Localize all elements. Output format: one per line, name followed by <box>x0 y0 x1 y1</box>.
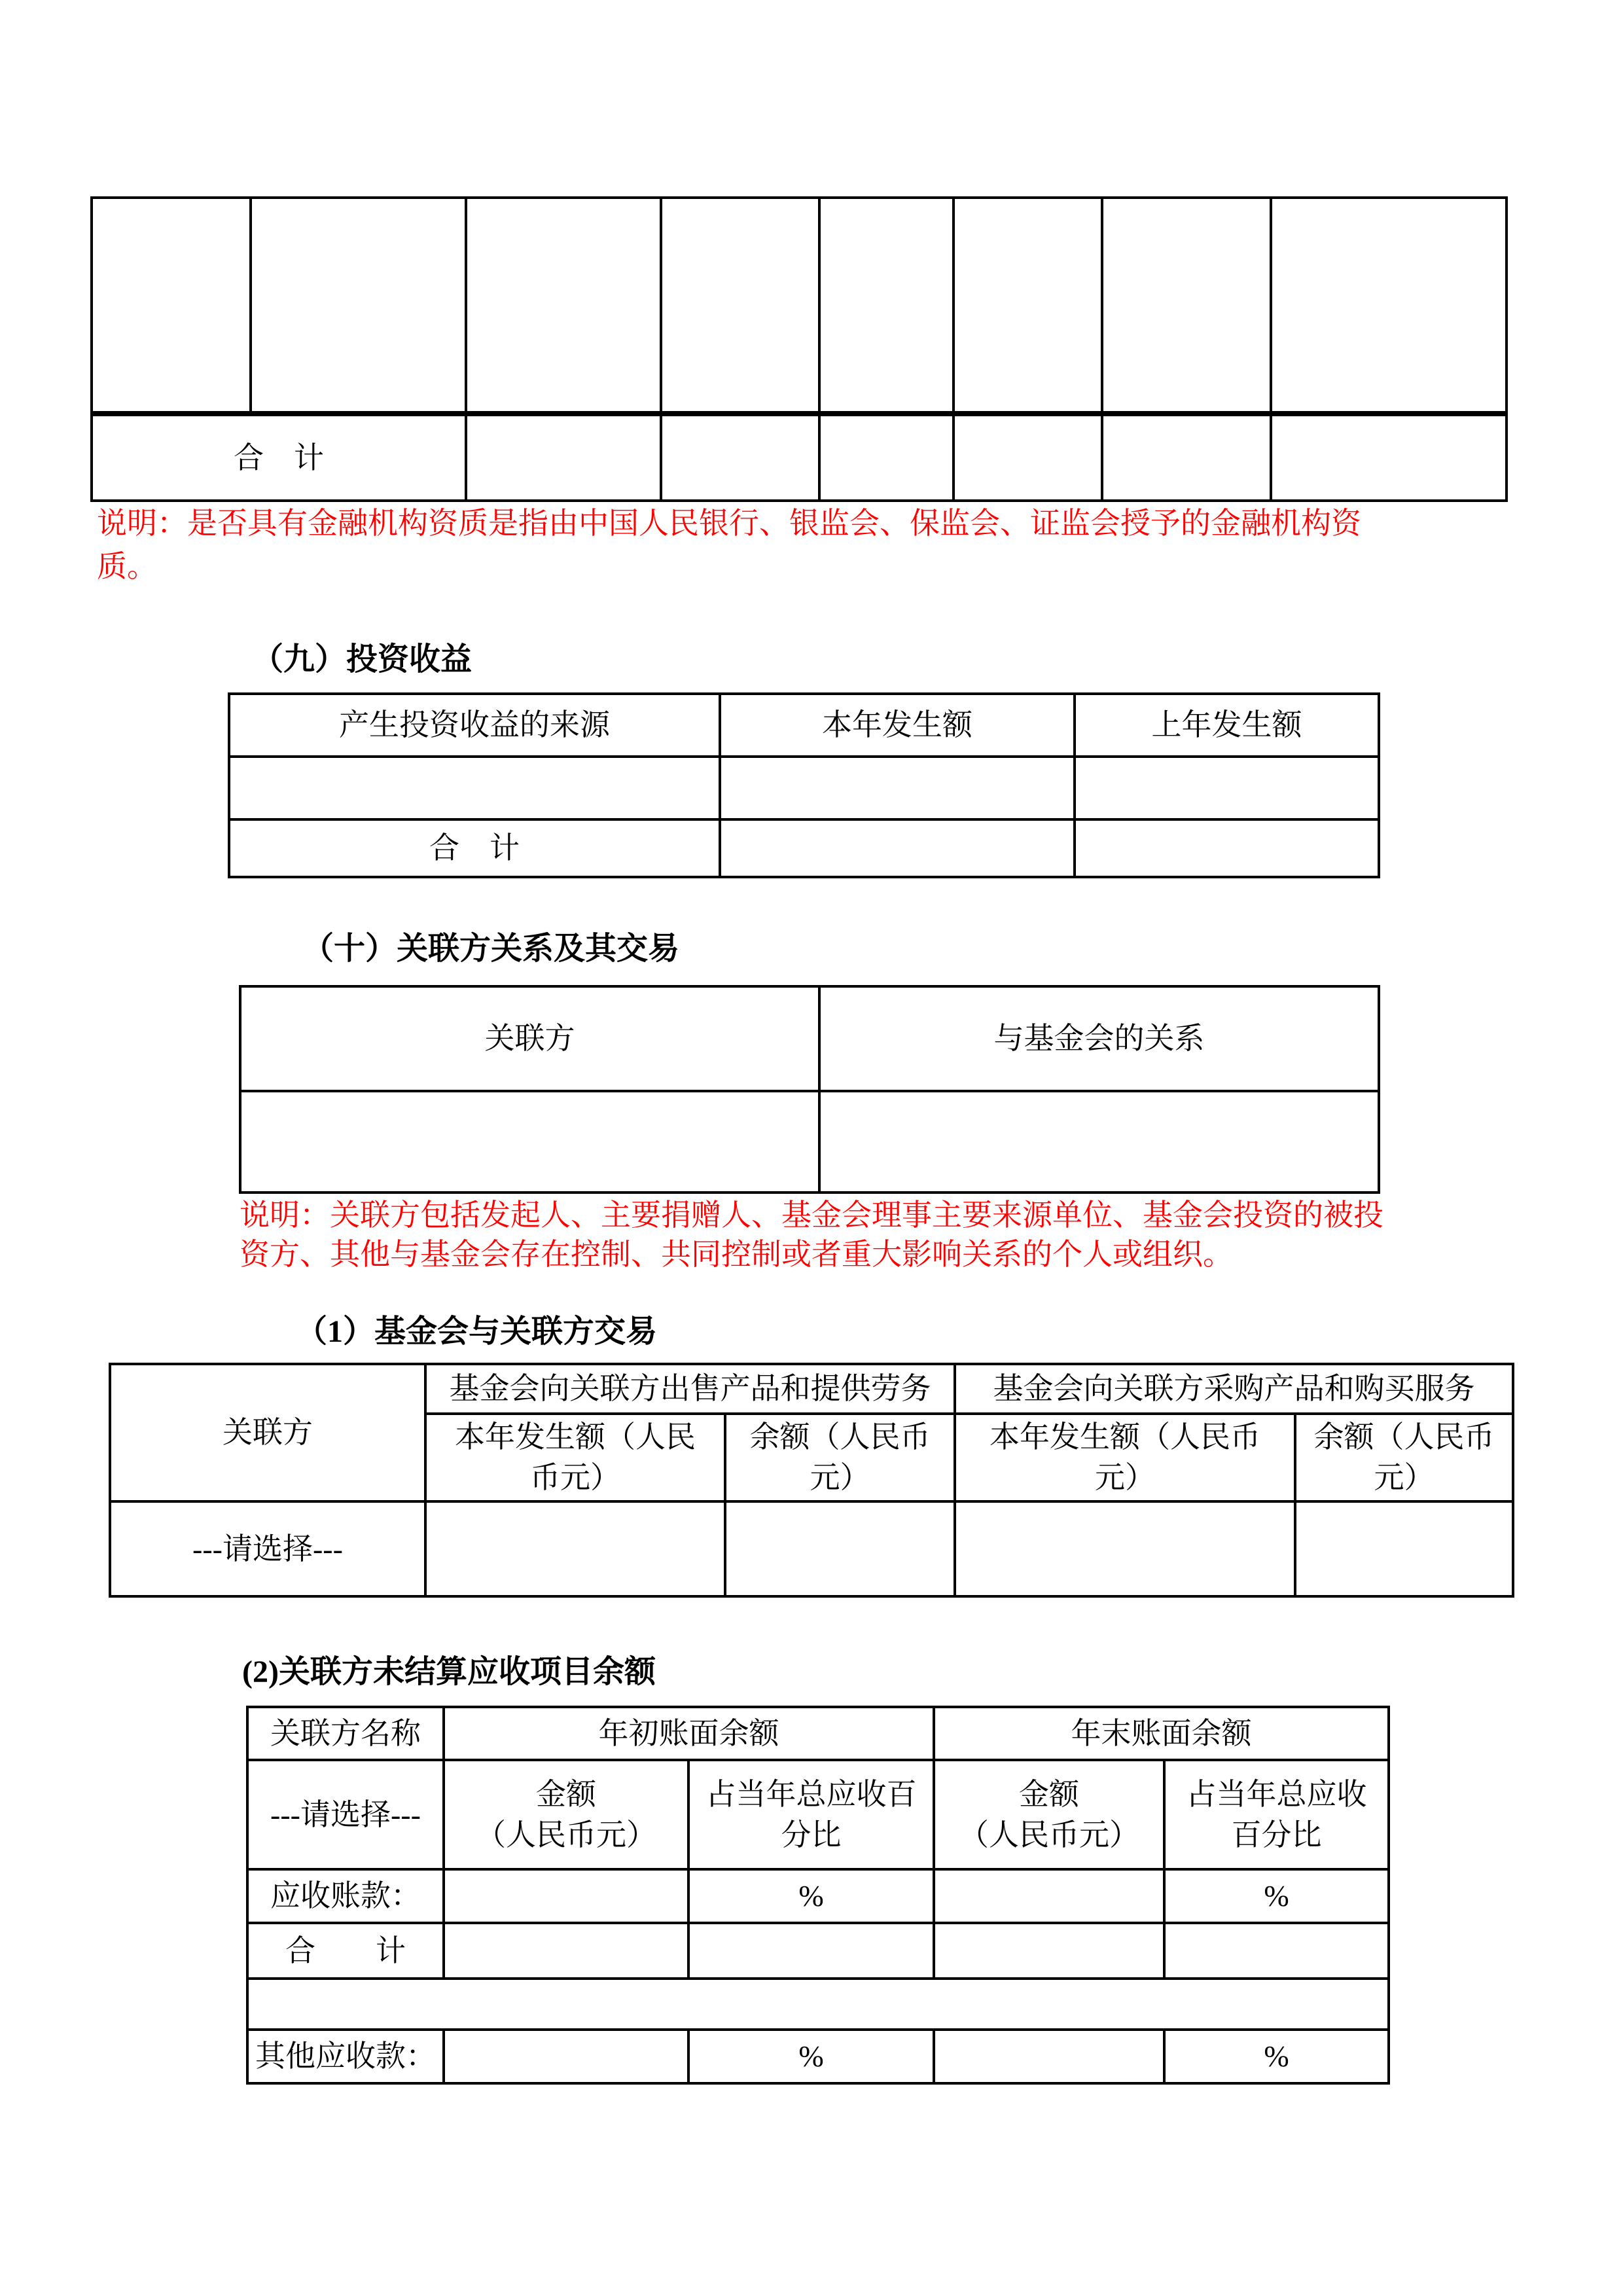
other-receivables-row <box>247 2030 1389 2083</box>
total-label: 合 计 <box>247 1923 444 1979</box>
data-row <box>110 1501 1513 1596</box>
empty-cell <box>444 2030 688 2083</box>
section-title-related-party: （十）关联方关系及其交易 <box>302 931 680 966</box>
empty-cell <box>661 198 819 414</box>
total-label: 合 计 <box>229 819 720 877</box>
empty-cell <box>725 1501 955 1596</box>
party-select-placeholder[interactable]: ---请选择--- <box>110 1501 425 1596</box>
unsettled-receivables-table <box>246 1706 1390 2085</box>
empty-cell <box>1075 819 1379 877</box>
empty-cell <box>92 198 251 414</box>
note-related-party-definition: 说明：关联方包括发起人、主要捐赠人、基金会理事主要来源单位、基金会投资的被投 资方、其他与基金会存在控制、共同控制或者重大影响关系的个人或组织。 <box>240 1198 1383 1271</box>
empty-cell <box>466 198 661 414</box>
related-party-table <box>239 985 1380 1194</box>
empty-cell <box>819 1091 1379 1193</box>
row-label-accounts-receivable: 应收账款： <box>247 1869 444 1923</box>
subsection-title-related-transactions: （1）基金会与关联方交易 <box>296 1314 658 1349</box>
empty-cell <box>934 1869 1164 1923</box>
header-amount-end: 金额 （人民币元） <box>934 1760 1164 1869</box>
empty-cell <box>688 1923 934 1979</box>
header-party-name: 关联方名称 <box>247 1707 444 1760</box>
header-buy-balance: 余额（人民币 元） <box>1295 1414 1513 1501</box>
subsection-title-unsettled-receivables: (2)关联方未结算应收项目余额 <box>242 1655 656 1689</box>
empty-cell <box>229 757 720 819</box>
header-current-year-amount: 本年发生额 <box>720 694 1075 757</box>
header-end-balance: 年末账面余额 <box>934 1707 1389 1760</box>
table-row <box>240 1091 1379 1193</box>
total-label: 合 计 <box>92 414 466 501</box>
empty-cell <box>1102 414 1271 501</box>
empty-cell <box>240 1091 819 1193</box>
header-related-party: 关联方 <box>110 1364 425 1501</box>
empty-cell <box>819 198 954 414</box>
header-amount-begin: 金额 （人民币元） <box>444 1760 688 1869</box>
financial-institution-table <box>90 196 1508 502</box>
empty-merged-cell <box>247 1979 1389 2030</box>
table-row <box>92 198 1507 414</box>
empty-cell <box>444 1923 688 1979</box>
empty-cell <box>1075 757 1379 819</box>
empty-cell <box>934 2030 1164 2083</box>
percent-sign: % <box>1164 2030 1389 2083</box>
group-header-row <box>110 1364 1513 1414</box>
empty-cell <box>466 414 661 501</box>
row-label-other-receivables: 其他应收款： <box>247 2030 444 2083</box>
related-transactions-table <box>109 1363 1514 1598</box>
sub-header-row <box>247 1760 1389 1869</box>
empty-cell <box>954 414 1102 501</box>
party-select-placeholder[interactable]: ---请选择--- <box>247 1760 444 1869</box>
header-sell-amount: 本年发生额（人民 币元） <box>425 1414 725 1501</box>
total-row <box>92 414 1507 501</box>
header-pct-begin: 占当年总应收百 分比 <box>688 1760 934 1869</box>
group-header-row <box>247 1707 1389 1760</box>
header-buy-group: 基金会向关联方采购产品和购买服务 <box>955 1364 1513 1414</box>
header-begin-balance: 年初账面余额 <box>444 1707 934 1760</box>
header-sell-balance: 余额（人民币 元） <box>725 1414 955 1501</box>
empty-cell <box>934 1923 1164 1979</box>
note-financial-qualification: 说明：是否具有金融机构资质是指由中国人民银行、银监会、保监会、证监会授予的金融机构资 质。 <box>97 507 1361 583</box>
empty-cell <box>251 198 466 414</box>
empty-cell <box>425 1501 725 1596</box>
header-buy-amount: 本年发生额（人民币 元） <box>955 1414 1295 1501</box>
percent-sign: % <box>688 2030 934 2083</box>
spacer-row <box>247 1979 1389 2030</box>
total-row <box>229 819 1379 877</box>
empty-cell <box>1295 1501 1513 1596</box>
empty-cell <box>1271 198 1507 414</box>
header-sell-group: 基金会向关联方出售产品和提供劳务 <box>425 1364 955 1414</box>
header-row <box>229 694 1379 757</box>
header-income-source: 产生投资收益的来源 <box>229 694 720 757</box>
percent-sign: % <box>688 1869 934 1923</box>
empty-cell <box>1164 1923 1389 1979</box>
percent-sign: % <box>1164 1869 1389 1923</box>
empty-cell <box>1271 414 1507 501</box>
empty-cell <box>720 819 1075 877</box>
header-row <box>240 986 1379 1091</box>
empty-cell <box>444 1869 688 1923</box>
section-title-investment-income: （九）投资收益 <box>252 642 473 677</box>
header-pct-end: 占当年总应收 百分比 <box>1164 1760 1389 1869</box>
total-row <box>247 1923 1389 1979</box>
header-related-party: 关联方 <box>240 986 819 1091</box>
header-prior-year-amount: 上年发生额 <box>1075 694 1379 757</box>
empty-cell <box>1102 198 1271 414</box>
empty-cell <box>819 414 954 501</box>
table-row <box>229 757 1379 819</box>
empty-cell <box>955 1501 1295 1596</box>
empty-cell <box>954 198 1102 414</box>
header-relation-to-foundation: 与基金会的关系 <box>819 986 1379 1091</box>
empty-cell <box>720 757 1075 819</box>
investment-income-table <box>228 692 1380 878</box>
empty-cell <box>661 414 819 501</box>
accounts-receivable-row <box>247 1869 1389 1923</box>
